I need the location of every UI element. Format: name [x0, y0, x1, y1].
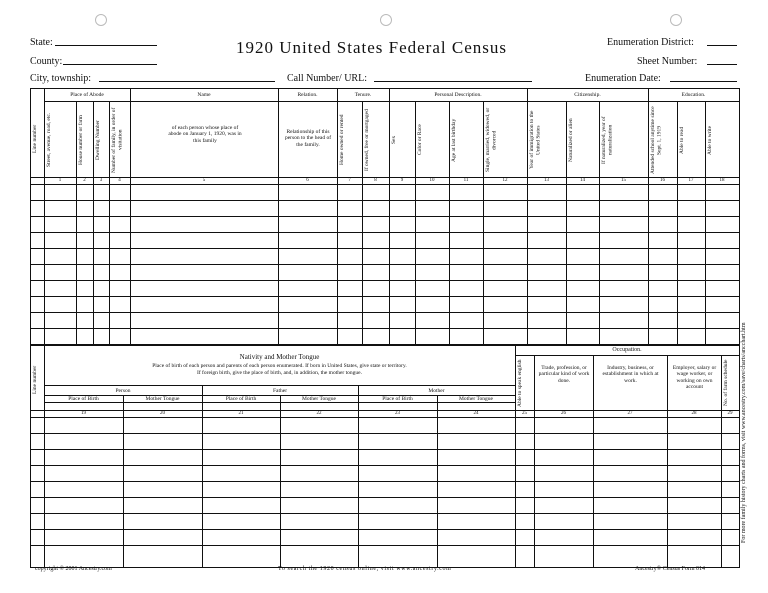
- header-person: Person: [115, 388, 131, 394]
- col-marital-status: Single, married, widowed, or divorced: [485, 107, 498, 173]
- county-label: County:: [30, 56, 63, 67]
- col-number: 28: [691, 411, 697, 416]
- col-number: 12: [502, 178, 508, 183]
- col-number: 26: [561, 411, 566, 416]
- col-number: 2: [83, 178, 86, 183]
- col-number: 10: [429, 178, 435, 183]
- col-number: 5: [202, 178, 206, 183]
- side-note-text: For more family history charts and forms, visit www.ancestry.com/save/charts/ancchart.htm: [741, 322, 747, 544]
- col-age: Age at last birthday: [451, 118, 457, 162]
- col-number: 8: [374, 178, 377, 183]
- col-number: 3: [99, 178, 103, 183]
- col-number: 24: [473, 411, 479, 416]
- col-number: 18: [719, 178, 725, 183]
- group-citizenship: Citizenship.: [574, 92, 601, 98]
- binder-hole-left: [95, 14, 107, 26]
- col-number: 20: [160, 411, 165, 416]
- father-mother-tongue: Mother Tongue: [302, 396, 336, 402]
- col-number: 14: [580, 178, 585, 183]
- col-number: 17: [688, 178, 694, 183]
- county-field[interactable]: [63, 64, 157, 65]
- col-name-description: of each person whose place of abode on January 1, 1920, was in this family: [168, 125, 242, 144]
- col-speak-english: Able to speak english: [517, 359, 523, 407]
- col-number: 21: [238, 411, 244, 416]
- col-number: 7: [348, 178, 351, 183]
- call-number-field[interactable]: [374, 81, 532, 82]
- col-number: 19: [81, 411, 86, 416]
- col-street: Street, avenue, road, etc.: [46, 112, 52, 168]
- census-form-grid: [30, 88, 740, 568]
- col-naturalization-year: If naturalized, year of naturalization: [601, 116, 614, 164]
- group-tenure: Tenure.: [354, 92, 372, 98]
- col-house-number: House number or farm: [78, 115, 84, 165]
- city-label: City, township:: [30, 73, 92, 84]
- group-name: Name: [197, 92, 211, 98]
- group-place-of-abode: Place of Abode: [70, 92, 104, 98]
- col-dwelling-number: Dwelling Number: [95, 120, 101, 160]
- binder-hole-right: [670, 14, 682, 26]
- col-farm-schedule: No. of farm schedule: [723, 359, 729, 407]
- col-number: 11: [463, 178, 469, 183]
- col-immigration-year: Year of immigration to the United States: [529, 110, 542, 170]
- occupation-title: Occupation.: [612, 347, 642, 353]
- mother-place-of-birth: Place of Birth: [382, 396, 413, 402]
- person-place-of-birth: Place of Birth: [68, 396, 99, 402]
- col-able-to-read: Able to read: [679, 126, 685, 154]
- state-label: State:: [30, 37, 53, 48]
- enumeration-date-field[interactable]: [670, 81, 737, 82]
- nativity-description-1: Place of birth of each person and parents of each person enumerated. If born in United States, give state or territory.: [152, 363, 407, 369]
- page-title: 1920 United States Federal Census: [236, 38, 507, 57]
- col-number: 27: [627, 411, 633, 416]
- enumeration-date-label: Enumeration Date:: [585, 73, 661, 84]
- col-employer: Employer, salary or wage worker, or working on own account: [672, 365, 717, 390]
- state-field[interactable]: [55, 45, 157, 46]
- group-relation: Relation.: [297, 92, 318, 98]
- group-education: Education.: [681, 92, 706, 98]
- city-field[interactable]: [99, 81, 275, 82]
- sheet-number-field[interactable]: [707, 64, 737, 65]
- enumeration-district-field[interactable]: [707, 45, 737, 46]
- nativity-title: Nativity and Mother Tongue: [239, 353, 320, 361]
- copyright-text: copyright © 2001 Ancestry.com: [35, 566, 112, 572]
- binder-hole-center: [380, 14, 392, 26]
- nativity-description-2: If foreign birth, give the place of birth, and, in addition, the mother tongue.: [197, 370, 362, 376]
- col-number: 29: [727, 411, 733, 416]
- header-father: Father: [272, 388, 288, 394]
- col-able-to-write: Able to write: [707, 125, 713, 155]
- form-number-text: Ancestry® Census Form 014: [635, 566, 706, 572]
- col-sex: Sex: [391, 135, 397, 145]
- col-naturalized: Naturalized or alien: [568, 118, 574, 162]
- col-family-number: Number of family, in order of visitation: [111, 107, 124, 173]
- col-number: 23: [395, 411, 400, 416]
- col-number: 4: [118, 178, 121, 183]
- call-number-label: Call Number/ URL:: [287, 73, 367, 84]
- group-personal-description: Personal Description.: [434, 92, 482, 98]
- col-trade: Trade, profession, or particular kind of work done.: [538, 365, 590, 384]
- col-industry: Industry, business, or establishment in which at work.: [602, 365, 659, 384]
- father-place-of-birth: Place of Birth: [225, 396, 257, 402]
- col-number: 1: [58, 178, 62, 183]
- col-number: 22: [316, 411, 322, 416]
- col-number: 13: [544, 178, 549, 183]
- mother-mother-tongue: Mother Tongue: [459, 396, 493, 402]
- col-number: 6: [306, 178, 309, 183]
- col-color-race: Color or Race: [417, 124, 423, 156]
- col-number: 15: [621, 178, 626, 183]
- bottom-col-line-number: Line number: [32, 365, 38, 395]
- search-footer-text: To search the 1920 census online, visit www.ancestry.com: [278, 566, 452, 572]
- col-attended-school: Attended school anytime since Sept. 1, 1919: [650, 106, 663, 174]
- person-mother-tongue: Mother Tongue: [145, 396, 180, 402]
- col-owned-free: If owned, free or mortgaged: [364, 109, 370, 171]
- col-line-number: Line number: [32, 124, 38, 154]
- enumeration-district-label: Enumeration District:: [607, 37, 694, 48]
- col-number: 16: [660, 178, 665, 183]
- col-number: 25: [522, 411, 527, 416]
- header-mother: Mother: [428, 388, 445, 394]
- col-relationship: Relationship of this person to the head of the family.: [284, 129, 332, 148]
- sheet-number-label: Sheet Number:: [637, 56, 698, 67]
- col-number: 9: [400, 178, 404, 183]
- col-home-owned: Home owned or rented: [339, 114, 345, 166]
